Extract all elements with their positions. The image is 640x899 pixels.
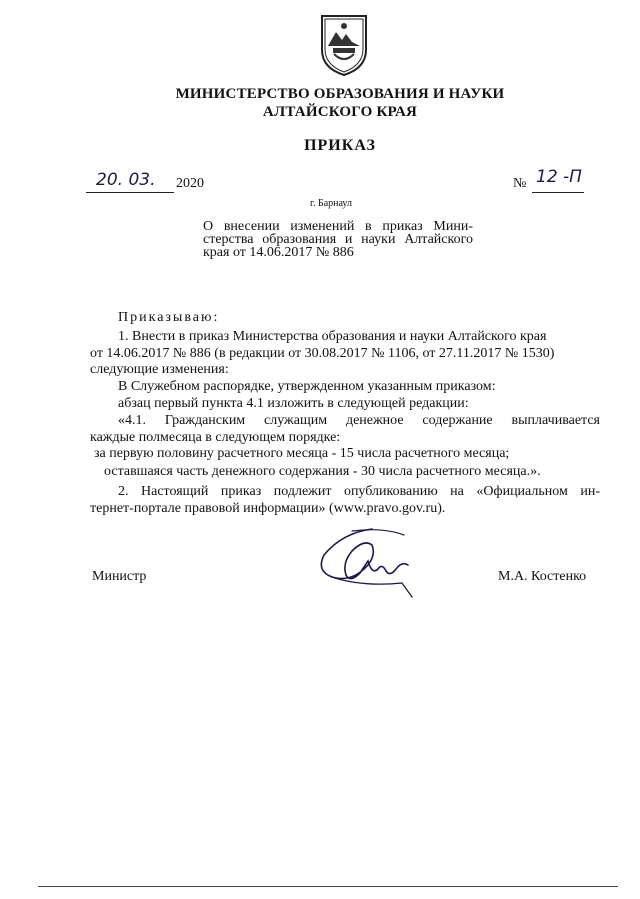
paragraph-reference: абзац первый пункта 4.1 изложить в следующей редакции: [118,396,469,411]
city-label: г. Барнаул [310,198,352,209]
organization-name-line2: АЛТАЙСКОГО КРАЯ [262,104,418,120]
quote-line2: каждые полмесяца в следующем порядке: [90,430,341,445]
document-type-title: ПРИКАЗ [304,137,376,154]
subject-line: стерства образования и науки Алтайского [203,232,473,247]
item1-line1: 1. Внести в приказ Министерства образования и науки Алтайского края [118,329,547,344]
number-sign: № [513,176,527,191]
item1-line2: от 14.06.2017 № 886 (в редакции от 30.08.2017 № 1106, от 27.11.2017 № 1530) [90,346,555,361]
order-word: Приказываю: [118,310,220,325]
subject-line: края от 14.06.2017 № 886 [203,245,354,260]
handwritten-signature [312,525,416,601]
coat-of-arms-emblem [316,12,372,78]
section-reference: В Служебном распорядке, утвержденном указанным приказом: [118,379,496,394]
quote-line3: за первую половину расчетного месяца - 15 числа расчетного месяца; [94,446,510,461]
item1-line3: следующие изменения: [90,362,229,377]
quote-line1: «4.1. Гражданским служащим денежное содержание выплачивается [118,413,600,428]
handwritten-number: 12 -П [536,167,582,187]
signatory-name: М.А. Костенко [498,569,587,584]
subject-line: О внесении изменений в приказ Мини- [203,219,473,234]
signatory-role: Министр [92,569,147,584]
page-bottom-rule [38,886,618,887]
document-subject [203,220,473,259]
item2-line2: тернет-портале правовой информации» (www.pravo.gov.ru). [90,501,446,516]
quote-line4: оставшаяся часть денежного содержания - 30 числа расчетного месяца.». [104,464,541,479]
organization-name-line1: МИНИСТЕРСТВО ОБРАЗОВАНИЯ И НАУКИ [175,86,505,102]
item2-line1: 2. Настоящий приказ подлежит опубликованию на «Официальном ин- [118,484,600,499]
handwritten-date: 20. 03. [96,170,156,190]
date-year: 2020 [176,176,204,191]
